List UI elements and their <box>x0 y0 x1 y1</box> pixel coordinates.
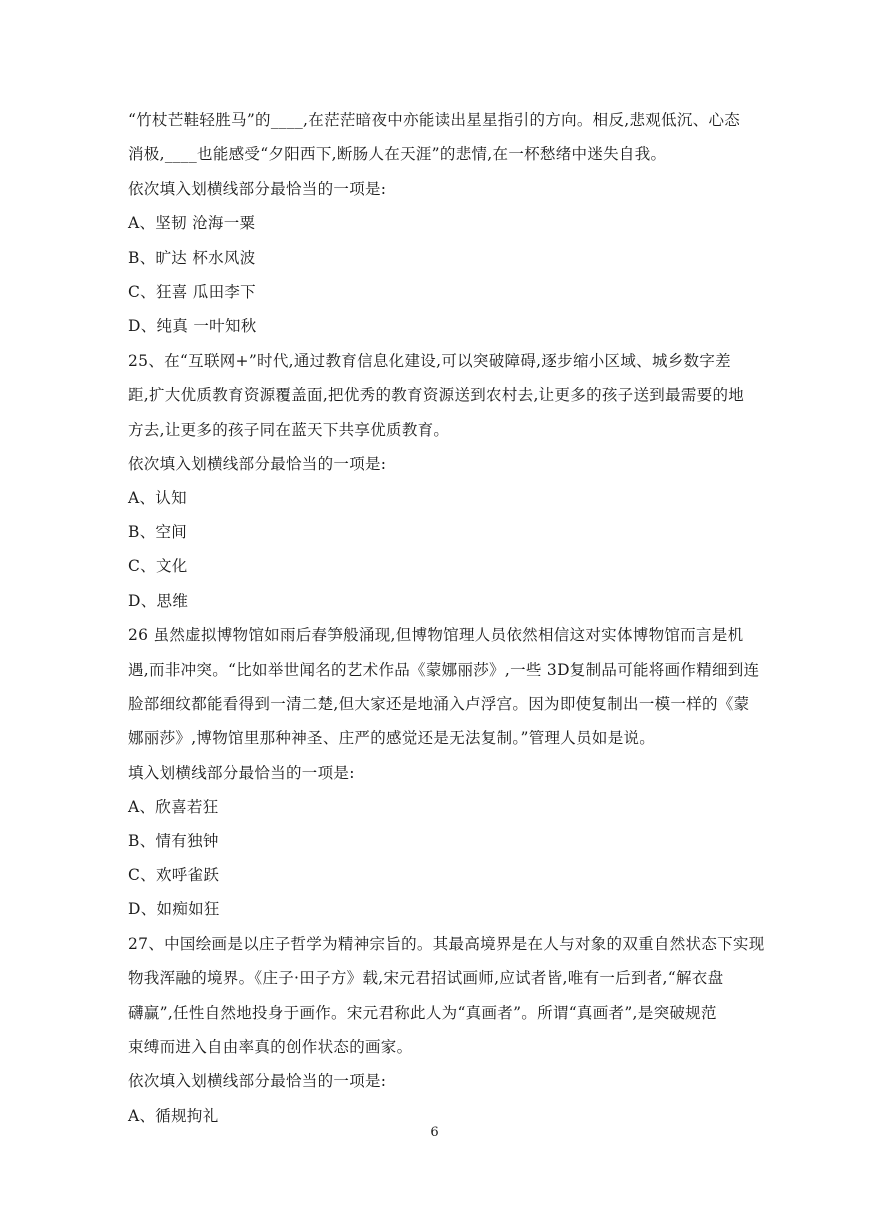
q25-option-b: B、空间 <box>128 523 188 541</box>
q27-passage-line-2: 物我浑融的境界。《庄子·田子方》载,宋元君招试画师,应试者皆,唯有一后到者,“解衣盘 <box>128 969 724 987</box>
q27-passage-line-1: 27、中国绘画是以庄子哲学为精神宗旨的。其最高境界是在人与对象的双重自然状态下实现 <box>128 935 765 953</box>
q25-option-a: A、认知 <box>128 489 187 507</box>
q26-option-d: D、如痴如狂 <box>128 900 220 918</box>
q26-option-b: B、情有独钟 <box>128 832 219 850</box>
q24-passage-line-1: “竹杖芒鞋轻胜马”的____,在茫茫暗夜中亦能读出星星指引的方向。相反,悲观低沉、心态 <box>128 111 741 129</box>
q26-instruction: 填入划横线部分最恰当的一项是: <box>128 764 355 782</box>
q24-passage-line-2: 消极,____也能感受“夕阳西下,断肠人在天涯”的悲情,在一杯愁绪中迷失自我。 <box>128 145 667 163</box>
page-number: 6 <box>430 1125 439 1140</box>
q26-option-c: C、欢呼雀跃 <box>128 866 220 884</box>
q25-passage-line-3: 方去,让更多的孩子同在蓝天下共享优质教育。 <box>128 421 450 439</box>
q27-instruction: 依次填入划横线部分最恰当的一项是: <box>128 1072 387 1090</box>
q26-passage-line-4: 娜丽莎》,博物馆里那种神圣、庄严的感觉还是无法复制。”管理人员如是说。 <box>128 729 656 747</box>
q24-option-a: A、坚韧 沧海一粟 <box>128 214 256 232</box>
q25-passage-line-2: 距,扩大优质教育资源覆盖面,把优秀的教育资源送到农村去,让更多的孩子送到最需要的地 <box>128 386 745 404</box>
q27-option-a: A、循规拘礼 <box>128 1107 219 1125</box>
q27-passage-line-4: 束缚而进入自由率真的创作状态的画家。 <box>128 1038 413 1056</box>
q24-option-d: D、纯真 一叶知秋 <box>128 317 257 335</box>
q26-passage-line-2: 遇,而非冲突。“比如举世闻名的艺术作品《蒙娜丽莎》,一些 3D复制品可能将画作精细到连 <box>128 661 760 679</box>
q25-instruction: 依次填入划横线部分最恰当的一项是: <box>128 455 387 473</box>
q24-instruction: 依次填入划横线部分最恰当的一项是: <box>128 180 387 198</box>
q25-passage-line-1: 25、在“互联网+”时代,通过教育信息化建设,可以突破障碍,逐步缩小区域、城乡数字差 <box>128 352 731 370</box>
q24-option-b: B、旷达 杯水风波 <box>128 249 256 267</box>
q26-passage-line-3: 脸部细纹都能看得到一清二楚,但大家还是地涌入卢浮宫。因为即使复制出一模一样的《蒙 <box>128 695 750 713</box>
q25-option-c: C、文化 <box>128 557 188 575</box>
q26-passage-line-1: 26 虽然虚拟博物馆如雨后春笋般涌现,但博物馆理人员依然相信这对实体博物馆而言是机 <box>128 626 744 644</box>
q27-passage-line-3: 礴赢”,任性自然地投身于画作。宋元君称此人为“真画者”。所谓“真画者”,是突破规范 <box>128 1004 717 1022</box>
q25-option-d: D、思维 <box>128 592 189 610</box>
q26-option-a: A、欣喜若狂 <box>128 798 219 816</box>
q24-option-c: C、狂喜 瓜田李下 <box>128 283 256 301</box>
